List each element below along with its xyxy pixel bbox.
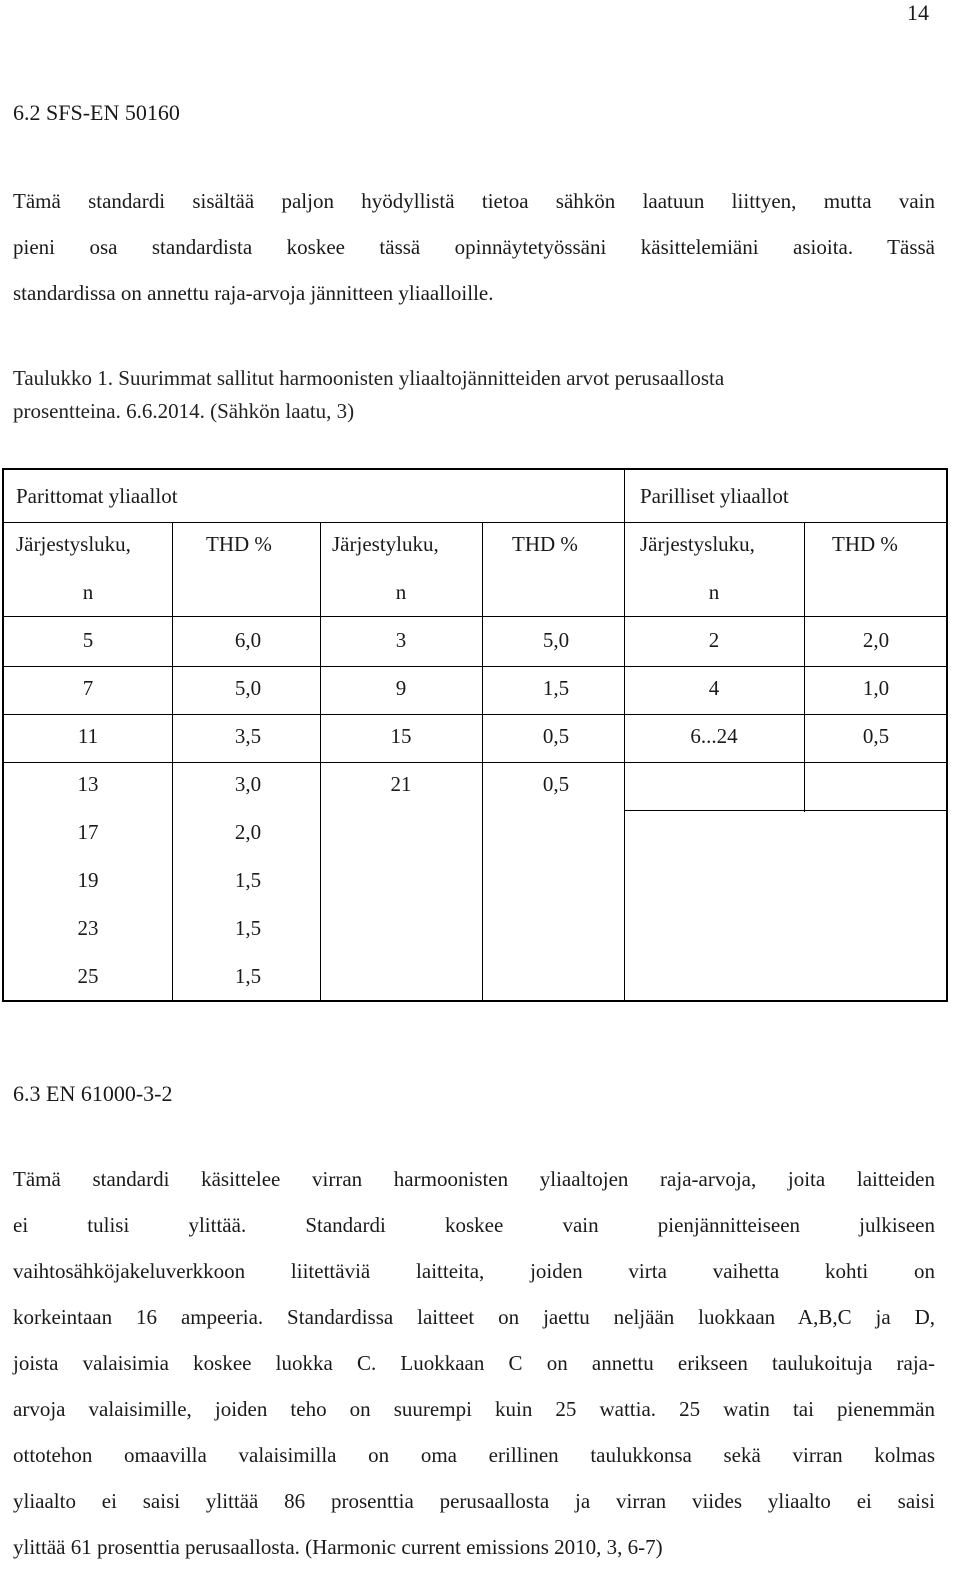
column-header: THD % bbox=[832, 532, 898, 556]
column-header: Järjestysluku, bbox=[16, 532, 131, 556]
table-cell: 1,5 bbox=[234, 916, 262, 940]
section-heading-6-3: 6.3 EN 61000-3-2 bbox=[13, 1081, 173, 1106]
table-cell: 5,0 bbox=[542, 628, 570, 652]
column-header: n bbox=[395, 580, 407, 604]
table-cell: 6,0 bbox=[234, 628, 262, 652]
table-cell: 17 bbox=[77, 820, 99, 844]
column-header: THD % bbox=[512, 532, 578, 556]
paragraph-line: Tämä standardi käsittelee virran harmoonisten yliaaltojen raja-arvoja, joita laitteiden bbox=[13, 1167, 935, 1191]
paragraph-line: pieni osa standardista koskee tässä opinnäytetyössäni käsittelemiäni asioita. Tässä bbox=[13, 235, 935, 259]
table-cell: 1,0 bbox=[862, 676, 890, 700]
paragraph-line: korkeintaan 16 ampeeria. Standardissa laitteet on jaettu neljään luokkaan A,B,C ja D, bbox=[13, 1305, 935, 1329]
table-cell: 5,0 bbox=[234, 676, 262, 700]
caption-line: prosentteina. 6.6.2014. (Sähkön laatu, 3) bbox=[13, 399, 355, 423]
table-cell: 19 bbox=[77, 868, 99, 892]
group-header-even: Parilliset yliaallot bbox=[640, 484, 789, 508]
column-header: n bbox=[82, 580, 94, 604]
column-header: n bbox=[708, 580, 720, 604]
table-rule bbox=[482, 522, 483, 1000]
paragraph-line: joista valaisimia koskee luokka C. Luokkaan C on annettu erikseen taulukoituja raja- bbox=[13, 1351, 935, 1375]
column-header: Järjestysluku, bbox=[640, 532, 755, 556]
table-cell: 6...24 bbox=[690, 724, 738, 748]
table-rule bbox=[804, 522, 805, 812]
section-6-3-paragraph bbox=[13, 1156, 935, 1570]
table-cell: 0,5 bbox=[542, 724, 570, 748]
paragraph-line: yliaalto ei saisi ylittää 86 prosenttia perusaallosta ja virran viides yliaalto ei saisi bbox=[13, 1489, 935, 1513]
table-cell: 25 bbox=[77, 964, 99, 988]
table-rule bbox=[624, 810, 946, 811]
table-cell: 23 bbox=[77, 916, 99, 940]
table-cell: 1,5 bbox=[234, 964, 262, 988]
harmonics-table bbox=[2, 468, 948, 1002]
table-caption bbox=[13, 362, 724, 428]
paragraph-line: Tämä standardi sisältää paljon hyödyllistä tietoa sähkön laatuun liittyen, mutta vain bbox=[13, 189, 935, 213]
table-cell: 1,5 bbox=[234, 868, 262, 892]
paragraph-line: ottotehon omaavilla valaisimilla on oma erillinen taulukkonsa sekä virran kolmas bbox=[13, 1443, 935, 1467]
table-cell: 15 bbox=[390, 724, 412, 748]
section-heading-6-2: 6.2 SFS-EN 50160 bbox=[13, 100, 180, 125]
table-cell: 4 bbox=[708, 676, 720, 700]
table-rule bbox=[172, 522, 173, 1000]
table-cell: 1,5 bbox=[542, 676, 570, 700]
paragraph-line: ylittää 61 prosenttia perusaallosta. (Harmonic current emissions 2010, 3, 6-7) bbox=[13, 1535, 663, 1559]
table-cell: 9 bbox=[395, 676, 407, 700]
paragraph-line: ei tulisi ylittää. Standardi koskee vain pienjännitteiseen julkiseen bbox=[13, 1213, 935, 1237]
table-rule bbox=[320, 522, 321, 1000]
column-header: Järjestyluku, bbox=[332, 532, 439, 556]
table-cell: 11 bbox=[77, 724, 99, 748]
table-cell: 0,5 bbox=[862, 724, 890, 748]
table-cell: 3 bbox=[395, 628, 407, 652]
column-header: THD % bbox=[206, 532, 272, 556]
table-cell: 3,0 bbox=[234, 772, 262, 796]
table-cell: 13 bbox=[77, 772, 99, 796]
table-cell: 7 bbox=[82, 676, 94, 700]
table-cell: 2 bbox=[708, 628, 720, 652]
table-rule bbox=[624, 470, 625, 1000]
table-cell: 0,5 bbox=[542, 772, 570, 796]
paragraph-line: vaihtosähköjakeluverkkoon liitettäviä laitteita, joiden virta vaihetta kohti on bbox=[13, 1259, 935, 1283]
table-cell: 2,0 bbox=[234, 820, 262, 844]
page-number: 14 bbox=[907, 0, 929, 25]
table-cell: 21 bbox=[390, 772, 412, 796]
table-cell: 2,0 bbox=[862, 628, 890, 652]
caption-line: Taulukko 1. Suurimmat sallitut harmoonisten yliaaltojännitteiden arvot perusaallosta bbox=[13, 366, 725, 390]
paragraph-line: arvoja valaisimille, joiden teho on suurempi kuin 25 wattia. 25 watin tai pienemmän bbox=[13, 1397, 935, 1421]
table-cell: 3,5 bbox=[234, 724, 262, 748]
paragraph-line: standardissa on annettu raja-arvoja jännitteen yliaalloille. bbox=[13, 281, 494, 305]
table-cell: 5 bbox=[82, 628, 94, 652]
group-header-odd: Parittomat yliaallot bbox=[16, 484, 178, 508]
section-6-2-paragraph bbox=[13, 178, 935, 316]
